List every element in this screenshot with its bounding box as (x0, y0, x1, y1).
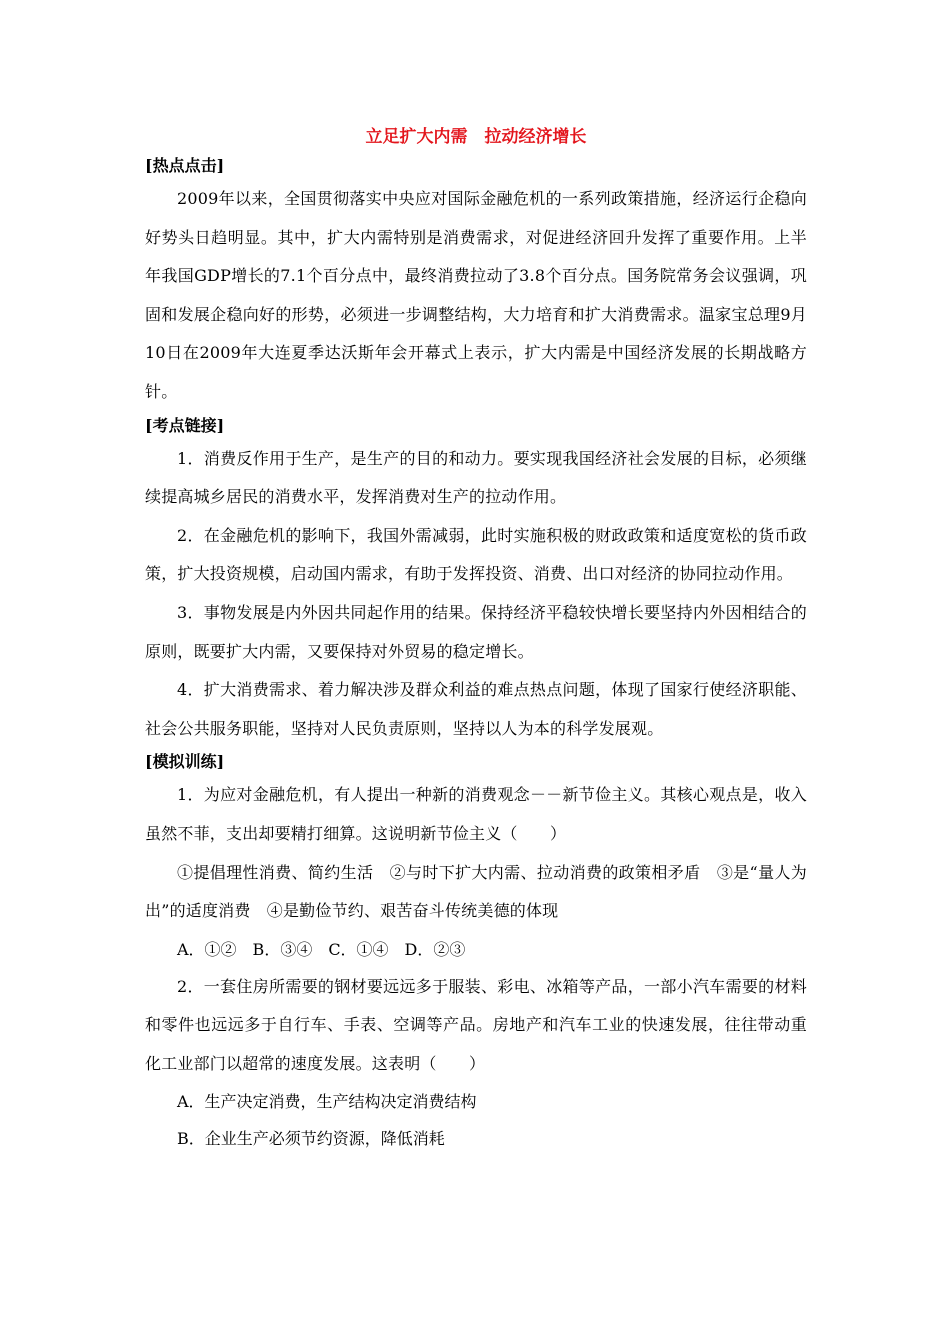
exam-point-3: 3．事物发展是内外因共同起作用的结果。保持经济平稳较快增长要坚持内外因相结合的原则，既要扩大内需，又要保持对外贸易的稳定增长。 (145, 602, 807, 661)
exam-point-4: 4．扩大消费需求、着力解决涉及群众利益的难点热点问题，体现了国家行使经济职能、社会公共服务职能，坚持对人民负责原则，坚持以人为本的科学发展观。 (145, 680, 807, 738)
question-2-stem: 2．一套住房所需要的钢材要远远多于服装、彩电、冰箱等产品，一部小汽车需要的材料和零件也远远多于自行车、手表、空调等产品。房地产和汽车工业的快速发展，往往带动重化工业部门以超常的速度发展。这表明（ ） (145, 976, 807, 1073)
section-heading-hot-topic: [热点点击] (145, 156, 225, 175)
exam-point-2: 2．在金融危机的影响下，我国外需减弱，此时实施积极的财政政策和适度宽松的货币政策，扩大投资规模，启动国内需求，有助于发挥投资、消费、出口对经济的协同拉动作用。 (145, 525, 807, 584)
question-1-stem: 1．为应对金融危机，有人提出一种新的消费观念－－新节俭主义。其核心观点是，收入虽然不菲，支出却要精打细算。这说明新节俭主义（ ） (145, 785, 807, 843)
question-1-statements: ①提倡理性消费、简约生活 ②与时下扩大内需、拉动消费的政策相矛盾 ③是“量人为出”的适度消费 ④是勤俭节约、艰苦奋斗传统美德的体现 (145, 862, 807, 921)
exam-point-1: 1．消费反作用于生产，是生产的目的和动力。要实现我国经济社会发展的目标，必须继续提高城乡居民的消费水平，发挥消费对生产的拉动作用。 (145, 448, 807, 507)
question-1-choices: A．①② B．③④ C．①④ D．②③ (177, 939, 466, 959)
document-title: 立足扩大内需 拉动经济增长 (365, 127, 587, 147)
question-2-option-a: A．生产决定消费，生产结构决定消费结构 (177, 1092, 477, 1112)
hot-topic-paragraph: 2009年以来，全国贯彻落实中央应对国际金融危机的一系列政策措施，经济运行企稳向好势头日趋明显。其中，扩大内需特别是消费需求，对促进经济回升发挥了重要作用。上半年我国GDP增长的7.1个百分点中，最终消费拉动了3.8个百分点。国务院常务会议强调，巩固和发展企稳向好的形势，必须进一步调整结构，大力培育和扩大消费需求。温家宝总理9月10日在2009年大连夏季达沃斯年会开幕式上表示，扩大内需是中国经济发展的长期战略方针。 (145, 189, 807, 401)
document-page (145, 122, 807, 1157)
question-2-option-b: B．企业生产必须节约资源，降低消耗 (177, 1129, 445, 1149)
section-heading-exam-points: [考点链接] (145, 415, 225, 435)
section-heading-practice: [模拟训练] (145, 752, 225, 772)
